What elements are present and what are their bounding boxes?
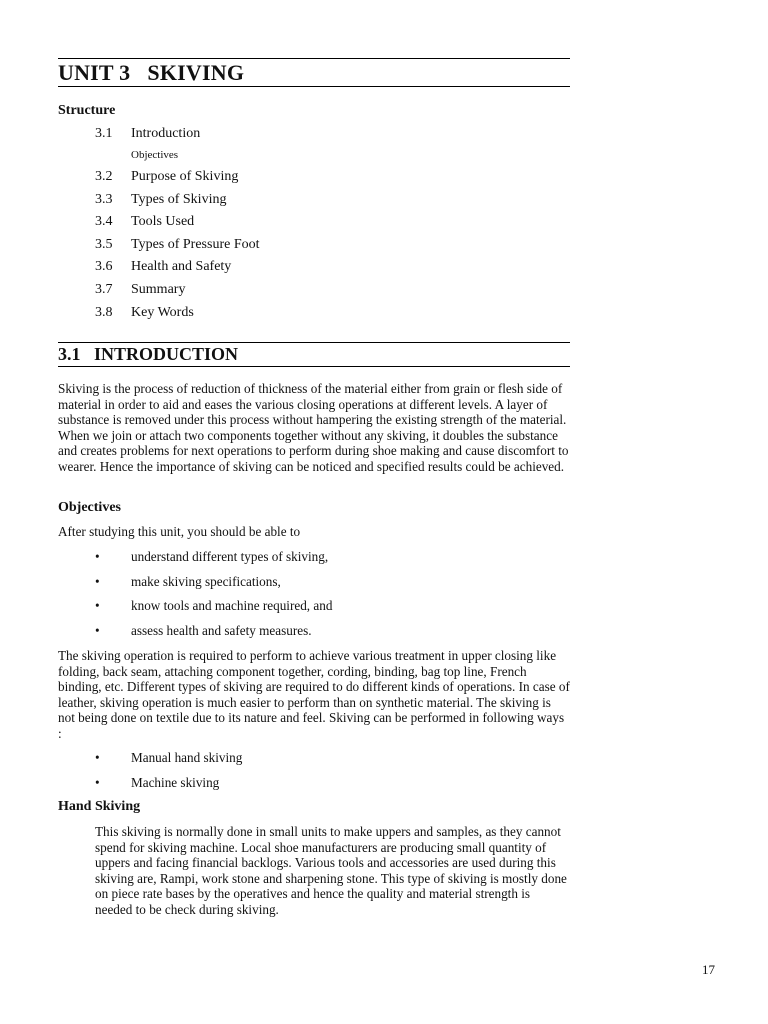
list-item-text: Manual hand skiving (131, 750, 243, 765)
bullet-icon: • (95, 623, 100, 638)
top-rule (58, 58, 570, 59)
toc-label: Summary (131, 282, 186, 297)
toc-number: 3.2 (95, 169, 113, 184)
bullet-icon: • (95, 549, 100, 564)
toc-number: 3.4 (95, 214, 113, 229)
hand-skiving-heading: Hand Skiving (58, 799, 141, 814)
title-underline (58, 86, 570, 87)
section-title: 3.1 INTRODUCTION (58, 344, 239, 364)
section-underline (58, 366, 570, 367)
toc-number: 3.8 (95, 305, 113, 320)
objectives-heading: Objectives (58, 500, 121, 515)
bullet-icon: • (95, 775, 100, 790)
list-item-text: assess health and safety measures. (131, 623, 312, 638)
toc-label: Types of Pressure Foot (131, 237, 260, 252)
section-top-rule (58, 342, 570, 343)
objectives-lead: After studying this unit, you should be able to (58, 524, 301, 539)
list-item-text: make skiving specifications, (131, 574, 281, 589)
bullet-icon: • (95, 750, 100, 765)
list-item-text: Machine skiving (131, 775, 220, 790)
toc-number: 3.3 (95, 192, 113, 207)
toc-number: 3.7 (95, 282, 113, 297)
operation-paragraph: The skiving operation is required to perform to achieve various treatment in upper closing like folding, back seam, attaching component together, cording, binding, bag top line, French binding, etc. Different types of skiving are required to do different kinds of operations. In case of leather, skiving operation is much easier to perform than on synthetic material. The skiving is not being done on textile due to its nature and feel. Skiving can be performed in following ways : (58, 648, 570, 741)
toc-label: Purpose of Skiving (131, 169, 239, 184)
bullet-icon: • (95, 598, 100, 613)
toc-label: Introduction (131, 126, 201, 141)
structure-heading: Structure (58, 103, 116, 118)
toc-number: 3.6 (95, 259, 113, 274)
toc-label: Tools Used (131, 214, 195, 229)
toc-number: 3.5 (95, 237, 113, 252)
list-item-text: understand different types of skiving, (131, 549, 329, 564)
toc-label: Health and Safety (131, 259, 232, 274)
intro-paragraph: Skiving is the process of reduction of thickness of the material either from grain or flesh side of material in order to aid and eases the various closing operations at different levels. A layer of substance is removed under this process without hampering the existing strength of the material. When we join or attach two components together without any skiving, it doubles the substance and creates problems for next operations to perform during shoe making and cause discomfort to wearer. Hence the importance of skiving can be noticed and specified results could be achieved. (58, 381, 569, 474)
toc-label: Types of Skiving (131, 192, 227, 207)
bullet-icon: • (95, 574, 100, 589)
toc-sub-objectives: Objectives (131, 149, 179, 161)
unit-title: UNIT 3 SKIVING (58, 60, 245, 85)
list-item-text: know tools and machine required, and (131, 598, 333, 613)
page-number: 17 (702, 962, 715, 977)
toc-label: Key Words (131, 305, 194, 320)
toc-number: 3.1 (95, 126, 113, 141)
hand-skiving-paragraph: This skiving is normally done in small units to make uppers and samples, as they cannot spend for skiving machine. Local shoe manufacturers are producing small quantity of uppers and facing financial backlogs. Various tools and accessories are used during this skiving are, Rampi, work stone and sharpening stone. This type of skiving is mostly done on piece rate bases by the operatives and hence the quality and material strength is needed to be check during skiving. (95, 824, 567, 917)
